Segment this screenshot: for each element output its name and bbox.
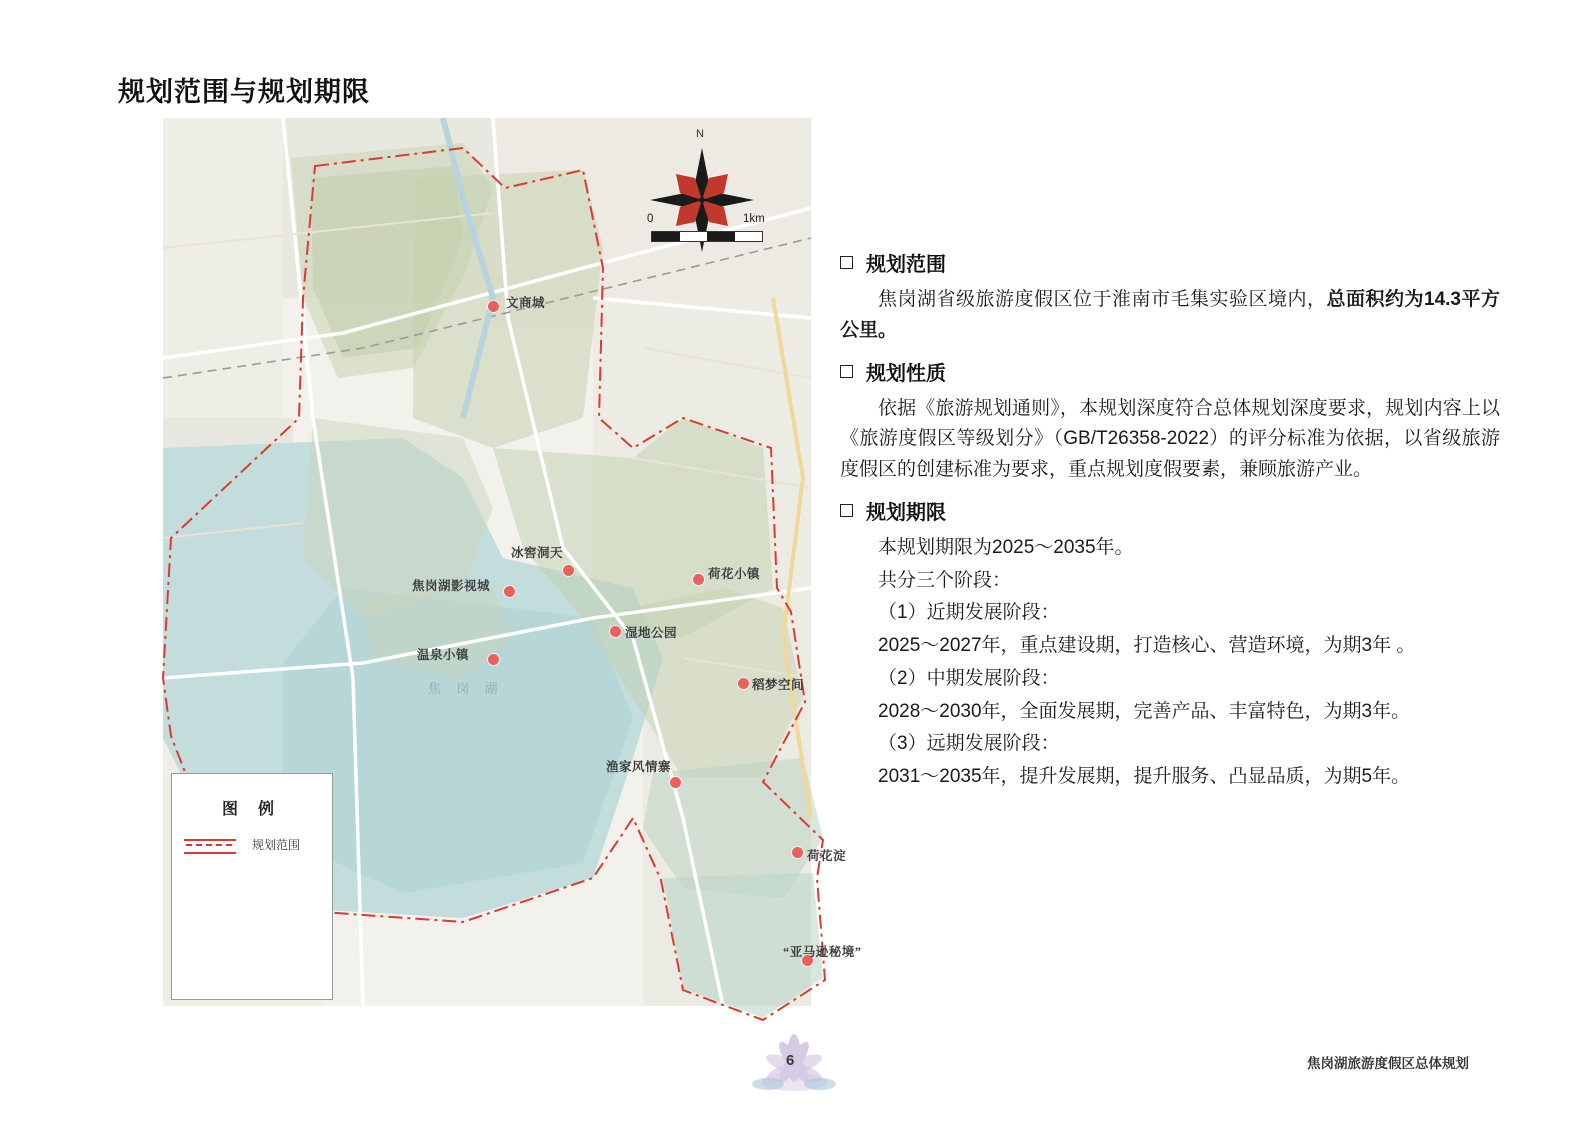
map-legend xyxy=(171,773,333,1000)
map-poi-label: 焦岗湖影视城 xyxy=(412,579,491,593)
map-scale-bar xyxy=(643,213,778,247)
bullet-square-icon xyxy=(840,504,853,517)
period-line: （2）中期发展阶段： xyxy=(878,667,1060,689)
map-poi-marker[interactable] xyxy=(693,574,704,585)
map-poi-marker[interactable] xyxy=(504,586,515,597)
section-heading xyxy=(840,248,1500,277)
legend-item xyxy=(184,836,322,854)
scale-start-label: 0 xyxy=(647,213,654,225)
section-planning-scope xyxy=(840,248,1500,347)
period-line: （3）远期发展阶段： xyxy=(878,733,1060,755)
map-poi-label: 冰窖洞天 xyxy=(511,546,564,560)
period-line: （1）近期发展阶段： xyxy=(878,602,1060,624)
section-heading-text: 规划范围 xyxy=(866,254,946,276)
section-heading-text: 规划性质 xyxy=(866,362,946,385)
period-line: 2031～2035年，提升发展期，提升服务、凸显品质，为期5年。 xyxy=(878,766,1411,788)
legend-swatch-planning-boundary xyxy=(184,839,236,854)
lake-name-label: 焦 岗 湖 xyxy=(428,681,504,696)
map-poi-marker[interactable] xyxy=(610,626,621,637)
legend-title: 图 例 xyxy=(221,801,282,818)
map-poi-label: 稻梦空间 xyxy=(752,678,805,692)
period-line: 2025～2027年，重点建设期，打造核心、营造环境，为期3年 。 xyxy=(878,635,1416,657)
page-number: 6 xyxy=(786,1052,795,1069)
scale-bar-segments xyxy=(651,231,763,242)
map-poi-label: 湿地公园 xyxy=(625,626,678,640)
bullet-square-icon xyxy=(840,256,853,269)
compass-north-label: N xyxy=(696,128,704,140)
map-poi-marker[interactable] xyxy=(670,777,681,788)
map-poi-marker[interactable] xyxy=(792,847,803,858)
content-column xyxy=(840,238,1500,799)
map-poi-marker[interactable] xyxy=(738,678,749,689)
legend-item-label: 规划范围 xyxy=(252,838,301,852)
section-planning-period xyxy=(840,496,1500,793)
map-poi-label: 荷花淀 xyxy=(807,849,847,863)
map-poi-label: 温泉小镇 xyxy=(417,648,470,662)
section-paragraph: 依据《旅游规划通则》，本规划深度符合总体规划深度要求，规划内容上以《旅游度假区等级划分》（GB/T26358-2022）的评分标准为依据，以省级旅游度假区的创建标准为要求，重点规划度假要素，兼顾旅游产业。 xyxy=(840,397,1500,481)
map-poi-marker[interactable] xyxy=(563,565,574,576)
scale-end-label: 1km xyxy=(743,213,765,225)
page-title: 规划范围与规划期限 xyxy=(118,77,370,107)
period-line: 2028～2030年，全面发展期，完善产品、丰富特色，为期3年。 xyxy=(878,700,1411,722)
paragraph-bold-text: 总面积约为14.3平方公里。 xyxy=(840,289,1500,341)
footer-title: 焦岗湖旅游度假区总体规划 xyxy=(1307,1056,1469,1071)
section-planning-nature xyxy=(840,357,1500,486)
section-paragraph xyxy=(840,285,1500,347)
map-poi-marker[interactable] xyxy=(488,301,499,312)
map-poi-label: 荷花小镇 xyxy=(708,567,761,581)
map-poi-label: 文商城 xyxy=(506,296,546,310)
map-background xyxy=(163,118,862,1006)
period-line: 本规划期限为2025～2035年。 xyxy=(878,536,1134,558)
section-heading-text: 规划期限 xyxy=(866,501,946,524)
section-heading xyxy=(840,496,1500,525)
map-poi-label: 渔家风情寨 xyxy=(606,760,672,774)
map-poi-marker[interactable] xyxy=(488,654,499,665)
section-heading xyxy=(840,357,1500,386)
period-line: 共分三个阶段： xyxy=(878,569,1012,591)
bullet-square-icon xyxy=(840,365,853,378)
map-poi-label: “亚马逊秘境” xyxy=(783,945,862,959)
planning-scope-map xyxy=(163,118,862,1006)
paragraph-text: 焦岗湖省级旅游度假区位于淮南市毛集实验区境内， xyxy=(878,289,1327,310)
